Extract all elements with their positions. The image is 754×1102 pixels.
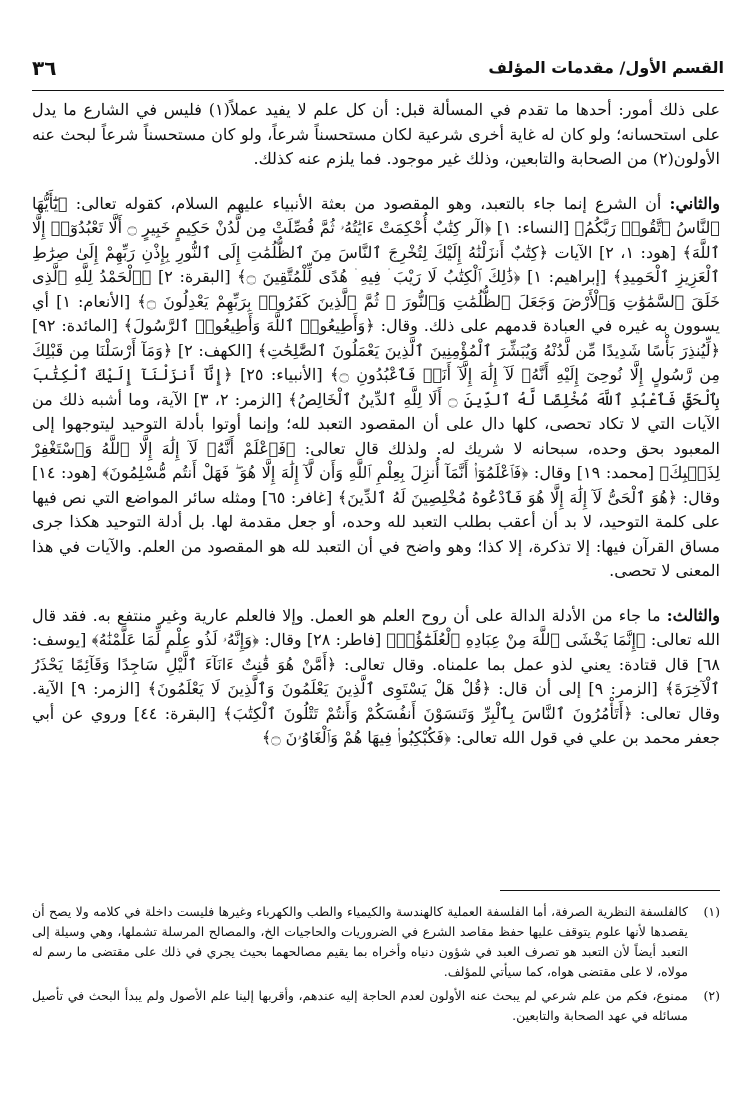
page-number: ٣٦: [32, 56, 57, 80]
footnote-marker: (٢): [703, 988, 720, 1003]
paragraph-second-text: أن الشرع إنما جاء بالتعبد، وهو المقصود من بعثة الأنبياء عليهم السلام، كقوله تعالى: ﴿يَٰٓأَيُّهَا ٱلنَّاسُ ٱتَّقُوا۟ رَبَّكُمُ﴾ [النساء: ١] ﴿الٓر كِتَٰبٌ أُحْكِمَتْ ءَايَٰتُهُۥ ثُمَّ فُصِّلَتْ مِن لَّدُنْ حَكِيمٍ خَبِيرٍ ۝ أَلَّا تَعْبُدُوٓا۟ إِلَّا ٱللَّهَ﴾ [هود: ١، ٢] الآيات ﴿كِتَٰبٌ أَنزَلْنَٰهُ إِلَيْكَ لِتُخْرِجَ ٱلنَّاسَ مِنَ ٱلظُّلُمَٰتِ إِلَى ٱلنُّورِ بِإِذْنِ رَبِّهِمْ إِلَىٰ صِرَٰطِ ٱلْعَزِيزِ ٱلْحَمِيدِ﴾ [إبراهيم: ١] ﴿ذَٰلِكَ ٱلْكِتَٰبُ لَا رَيْبَ ۛ فِيهِ ۛ هُدًى لِّلْمُتَّقِينَ ۝﴾ [البقرة: ٢] ﴿ٱلْحَمْدُ لِلَّهِ ٱلَّذِى خَلَقَ ٱلسَّمَٰوَٰتِ وَٱلْأَرْضَ وَجَعَلَ ٱلظُّلُمَٰتِ وَٱلنُّورَ ۖ ثُمَّ ٱلَّذِينَ كَفَرُوا۟ بِرَبِّهِمْ يَعْدِلُونَ ۝﴾ [الأنعام: ١] أي يسوون به غيره في العبادة قدمهم على ذلك. وقال: ﴿وَأَطِيعُوا۟ ٱللَّهَ وَأَطِيعُوا۟ ٱلرَّسُولَ﴾ [المائدة: ٩٢] ﴿لِّيُنذِرَ بَأْسًا شَدِيدًا مِّن لَّدُنْهُ وَيُبَشِّرَ ٱلْمُؤْمِنِينَ ٱلَّذِينَ يَعْمَلُونَ ٱلصَّٰلِحَٰتِ﴾ [الكهف: ٢] ﴿وَمَآ أَرْسَلْنَا مِن قَبْلِكَ مِن رَّسُولٍ إِلَّا نُوحِىٓ إِلَيْهِ أَنَّهُۥ لَآ إِلَٰهَ إِلَّآ أَنَا۠ فَٱعْبُدُونِ ۝﴾ [الأنبياء: ٢٥] ﴿إِنَّآ أَنزَلْنَآ إِلَيْكَ ٱلْكِتَٰبَ بِٱلْحَقِّ فَٱعْبُدِ ٱللَّهَ مُخْلِصًا لَّهُ ٱلدِّينَ ۝ أَلَا لِلَّهِ ٱلدِّينُ ٱلْخَالِصُ﴾ [الزمر: ٢، ٣] الآية، وما أشبه ذلك من الآيات التي لا تكاد تحصى، كلها دال على أن المقصود التعبد لله؛ وإنما أوتوا بأدلة التوحيد ليتوجهوا إلى المعبود بحق وحده، سبحانه لا شريك له. ولذلك قال تعالى: ﴿فَٱعْلَمْ أَنَّهُۥ لَآ إِلَٰهَ إِلَّا ٱللَّهُ وَٱسْتَغْفِرْ لِذَنۢبِكَ﴾ [محمد: ١٩] وقال: ﴿فَٱعْلَمُوٓا۟ أَنَّمَآ أُنزِلَ بِعِلْمِ ٱللَّهِ وَأَن لَّآ إِلَٰهَ إِلَّا هُوَ ۖ فَهَلْ أَنتُم مُّسْلِمُونَ﴾ [هود: ١٤] وقال: ﴿هُوَ ٱلْحَىُّ لَآ إِلَٰهَ إِلَّا هُوَ فَٱدْعُوهُ مُخْلِصِينَ لَهُ ٱلدِّينَ﴾ [غافر: ٦٥] ومثله سائر المواضع التي نص فيها على كلمة التوحيد، لا بد أن أعقب بطلب التعبد لله وحده، أو جعل مقدمة لها. بل أدلة التوحيد هكذا جرى مساق القرآن فيها: إلا تذكرة، إلا كذا؛ وهو واضح في أن التعبد لله هو المقصود من العلم. والآيات في هذا المعنى لا تحصى.: [32, 193, 721, 580]
footnote-text: كالفلسفة النظرية الصرفة، أما الفلسفة العملية كالهندسة والكيمياء والطب والكهرباء وغيرها فليست داخلة في كلامه ولا يصح أن يقصدها لأنها علوم يتوقف عليها حفظ مقاصد الشرع في الضروريات والحاجيات الخ، والمصالح المرسلة تشملها، وهي وسيلة إلى التعبد أيضاً لأن التعبد هو تصرف العبد في شؤون دنياه وأخراه بما يقيم مصالحهما بحيث يجري في ذلك على مقتضى ما رسم له مولاه، لا على مقتضى هواه، كما سيأتي للمؤلف.: [32, 904, 688, 979]
page-header: [32, 56, 724, 91]
paragraph-second: [32, 192, 720, 584]
footnotes: [32, 902, 720, 1030]
paragraph-third: [32, 604, 720, 751]
main-text: [32, 98, 720, 751]
footnote-separator: [500, 890, 720, 891]
footnote: [32, 902, 720, 982]
section-lead-second: والثاني:: [669, 193, 720, 213]
paragraph-intro: على ذلك أمور: أحدها ما تقدم في المسألة قبل: أن كل علم لا يفيد عملاً(١) فليس في الشارع ما يدل على استحسانه؛ ولو كان له غاية أخرى شرعية لكان مستحسناً شرعاً، ولو كان مستحسناً شرعاً لبحث عنه الأولون(٢) من الصحابة والتابعين، وذلك غير موجود. فما يلزم عنه كذلك.: [32, 100, 720, 168]
footnote: [32, 986, 720, 1026]
footnote-text: ممنوع، فكم من علم شرعي لم يبحث عنه الأولون لعدم الحاجة إليه عندهم، وأقربها إلينا علم الأصول ولم يبدأ البحث في تأصيل مسائله في عهد الصحابة والتابعين.: [32, 988, 688, 1023]
paragraph-third-text: ما جاء من الأدلة الدالة على أن روح العلم هو العمل. وإلا فالعلم عارية وغير منتفع به. فقد قال الله تعالى: ﴿إِنَّمَا يَخْشَى ٱللَّهَ مِنْ عِبَادِهِ ٱلْعُلَمَٰٓؤُا۟﴾ [فاطر: ٢٨] وقال: ﴿وَإِنَّهُۥ لَذُو عِلْمٍ لِّمَا عَلَّمْنَٰهُ﴾ [يوسف: ٦٨] قال قتادة: يعني لذو عمل بما علمناه. وقال تعالى: ﴿أَمَّنْ هُوَ قَٰنِتٌ ءَانَآءَ ٱلَّيْلِ سَاجِدًا وَقَآئِمًا يَحْذَرُ ٱلْآخِرَةَ﴾ [الزمر: ٩] إلى أن قال: ﴿قُلْ هَلْ يَسْتَوِى ٱلَّذِينَ يَعْلَمُونَ وَٱلَّذِينَ لَا يَعْلَمُونَ﴾ [الزمر: ٩] الآية. وقال تعالى: ﴿أَتَأْمُرُونَ ٱلنَّاسَ بِٱلْبِرِّ وَتَنسَوْنَ أَنفُسَكُمْ وَأَنتُمْ تَتْلُونَ ٱلْكِتَٰبَ﴾ [البقرة: ٤٤] وروي عن أبي جعفر محمد بن علي في قول الله تعالى: ﴿فَكُبْكِبُوا۟ فِيهَا هُمْ وَٱلْغَاوُۥنَ ۝﴾: [32, 605, 720, 747]
footnote-marker: (١): [703, 904, 720, 919]
running-title: القسم الأول/ مقدمات المؤلف: [488, 58, 724, 77]
section-lead-third: والثالث:: [666, 605, 720, 625]
